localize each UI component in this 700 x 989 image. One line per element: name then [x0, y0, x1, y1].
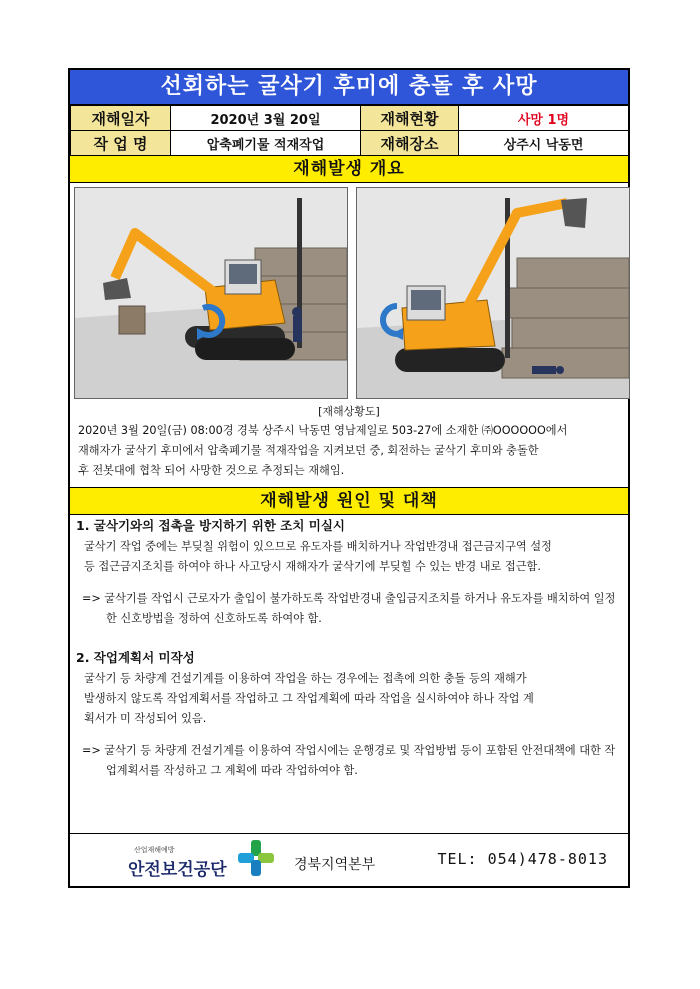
place-label: 재해장소	[361, 131, 459, 156]
illustration-caption: [재해상황도]	[318, 405, 380, 418]
info-table	[70, 105, 629, 156]
cause-2-line-2: 발생하지 않도록 작업계획서를 작업하고 그 작업계획에 따라 작업을 실시하여야 하나 작업 계	[84, 692, 534, 705]
logo-name: 안전보건공단	[128, 860, 227, 880]
cause-title-2: 2. 작업계획서 미작성	[76, 650, 195, 665]
cause-1-line-1: 굴삭기 작업 중에는 부딪칠 위험이 있으므로 유도자를 배치하거나 작업반경내 접근금지구역 설정	[84, 540, 552, 553]
info-row-1	[71, 106, 629, 131]
accident-illustration-left	[74, 187, 348, 399]
cause-item-2	[70, 647, 628, 781]
status-label: 재해현황	[361, 106, 459, 131]
region-office: 경북지역본부	[294, 857, 376, 873]
cause-1-line-2: 등 접근금지조치를 하여야 하나 사고당시 재해자가 굴삭기에 부딪힐 수 있는 반경 내로 접근함.	[84, 560, 541, 573]
accident-illustration-right	[356, 187, 630, 399]
date-label: 재해일자	[71, 106, 171, 131]
logo-tagline: 산업재해예방	[134, 846, 175, 854]
place-value: 상주시 낙동면	[459, 131, 629, 156]
overview-line-3: 후 전봇대에 협착 되어 사망한 것으로 추정되는 재해임.	[78, 464, 345, 477]
measure-2: => 굴삭기 등 차량계 건설기계를 이용하여 작업시에는 운행경로 및 작업방법 등이 포함된 안전대책에 대한 작업계획서를 작성하고 그 계획에 따라 작업하여야 함.	[82, 744, 616, 777]
cause-2-line-3: 획서가 미 작성되어 있음.	[84, 712, 207, 725]
info-row-2	[71, 131, 629, 156]
cause-title-1: 1. 굴삭기와의 접촉을 방지하기 위한 조치 미실시	[76, 518, 345, 533]
overview-heading: 재해발생 개요	[70, 156, 628, 183]
cause-2-line-1: 굴삭기 등 차량계 건설기계를 이용하여 작업을 하는 경우에는 접촉에 의한 충돌 등의 재해가	[84, 672, 527, 685]
accident-photos	[70, 183, 628, 397]
work-value: 압축폐기물 적재작업	[171, 131, 361, 156]
report-title: 선회하는 굴삭기 후미에 충돌 후 사망	[70, 70, 628, 105]
work-label: 작 업 명	[71, 131, 171, 156]
date-value: 2020년 3월 20일	[171, 106, 361, 131]
footer	[70, 833, 628, 886]
accident-report-sheet	[68, 68, 630, 888]
kosha-logo-icon	[236, 838, 276, 878]
overview-line-1: 2020년 3월 20일(금) 08:00경 경북 상주시 낙동면 영남제일로 503-27에 소재한 ㈜OOOOOO에서	[78, 424, 568, 437]
measure-1: => 굴삭기를 작업시 근로자가 출입이 불가하도록 작업반경내 출입금지조치를 하거나 유도자를 배치하여 일정한 신호방법을 정하여 신호하도록 하여야 함.	[82, 592, 616, 625]
status-value: 사망 1명	[459, 106, 629, 131]
causes-heading: 재해발생 원인 및 대책	[70, 487, 628, 515]
cause-item-1	[70, 515, 628, 629]
telephone: TEL: 054)478-8013	[437, 850, 608, 868]
overview-line-2: 재해자가 굴삭기 후미에서 압축폐기물 적재작업을 지켜보던 중, 회전하는 굴삭기 후미와 충돌한	[78, 444, 539, 457]
